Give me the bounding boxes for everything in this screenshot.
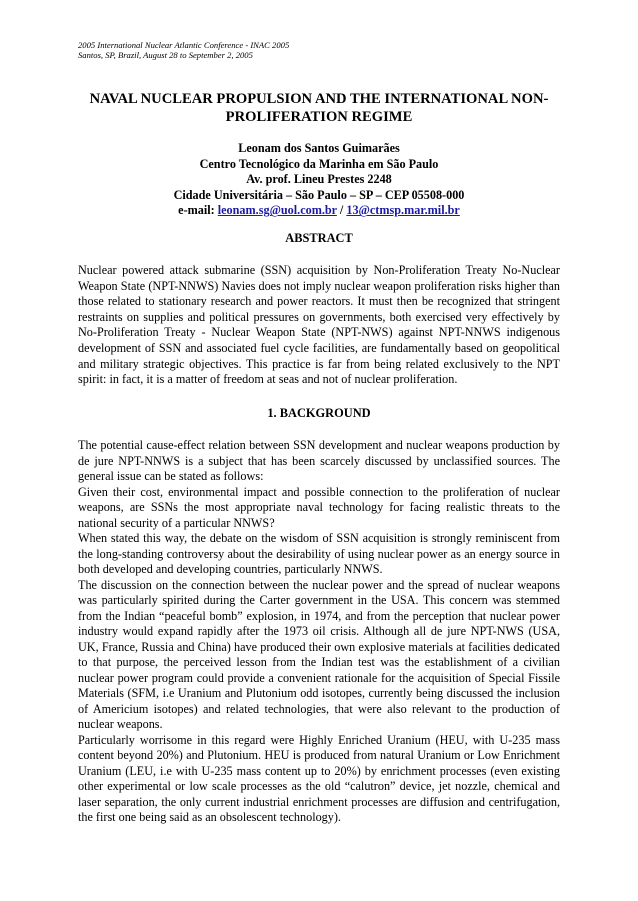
email-link-1[interactable]: leonam.sg@uol.com.br	[217, 203, 337, 218]
author-city: Cidade Universitária – São Paulo – SP – CEP 05508-000	[173, 187, 465, 202]
abstract-heading: ABSTRACT	[285, 231, 353, 245]
paragraph: Given their cost, environmental impact and possible connection to the proliferation of nuclear weapons, are SSNs the most appropriate naval technology for facing realistic threats to the national security of a particular NNWS?	[78, 484, 560, 530]
author-affiliation: Centro Tecnológico da Marinha em São Paulo	[199, 156, 439, 171]
email-separator: /	[339, 203, 344, 218]
title-line-1: NAVAL NUCLEAR PROPULSION AND THE INTERNATIONAL NON-	[89, 91, 549, 107]
paragraph: The discussion on the connection between the nuclear power and the spread of nuclear weapons was particularly spirited during the Carter government in the USA. This concern was stemmed from the Indian “peaceful bomb” explosion, in 1974, and from the perception that nuclear power industry would expand rapidly after the 1973 oil crisis. Although all de jure NPT-NWS (USA, UK, France, Russia and China) have produced their own explosive materials at facilities dedicated to that purpose, the perceived lesson from the Indian test was the establishment of a civilian nuclear power program could provide a convenient rationale for the acquisition of Special Fissile Materials (SFM, i.e Uranium and Plutonium odd isotopes, currently being discussed the inclusion of Americium isotopes) and related technologies, that were also relevant to the production of nuclear weapons.	[78, 577, 560, 731]
paper-title	[60, 90, 578, 126]
section-heading-background: 1. BACKGROUND	[267, 406, 371, 420]
author-address: Av. prof. Lineu Prestes 2248	[246, 172, 392, 187]
paragraph: The potential cause-effect relation between SSN development and nuclear weapons production by de jure NPT-NNWS is a subject that has been scarcely discussed by unclassified sources. The general issue can be stated as follows:	[78, 438, 560, 483]
conference-location: Santos, SP, Brazil, August 28 to September 2, 2005	[78, 50, 253, 60]
abstract-body	[78, 263, 560, 388]
background-body	[78, 438, 560, 826]
paragraph: Particularly worrisome in this regard were Highly Enriched Uranium (HEU, with U-235 mass content beyond 20%) and Plutonium. HEU is produced from natural Uranium or Low Enrichment Uranium (LEU, i.e with U-235 mass content up to 20%) by enrichment processes (even existing other experimental or low scale processes as the old “calutron” device, jet nozzle, chemical and laser separation, the only current industrial enrichment processes are diffusion and centrifugation, the first one being said as an obsolescent technology).	[78, 732, 560, 824]
conference-name: 2005 International Nuclear Atlantic Conference - INAC 2005	[78, 40, 290, 50]
abstract-text: Nuclear powered attack submarine (SSN) acquisition by Non-Proliferation Treaty No-Nuclear Weapon State (NPT-NNWS) Navies does not imply nuclear weapon proliferation risks higher than those related to stationary research and power reactors. It must then be recognized that stringent restraints on supplies and political pressures on governments, both exercised very effectively by No-Proliferation Treaty - Nuclear Weapon State (NPT-NWS) against NPT-NNWS indigenous development of SSN and associated fuel cycle facilities, are fundamentally based on geopolitical and military strategic objectives. This practice is far from being related exclusively to the NPT spirit: in fact, it is a matter of freedom at seas and not of nuclear proliferation.	[78, 263, 560, 387]
conference-header	[78, 40, 289, 60]
author-name: Leonam dos Santos Guimarães	[238, 141, 400, 155]
email-label: e-mail:	[178, 203, 215, 218]
email-link-2[interactable]: 13@ctmsp.mar.mil.br	[346, 203, 460, 218]
paragraph: When stated this way, the debate on the wisdom of SSN acquisition is strongly reminiscent from the long-standing controversy about the desirability of using nuclear power as an energy source in both developed and developing countries, particularly NNWS.	[78, 531, 560, 576]
author-block	[60, 141, 578, 219]
title-line-2: PROLIFERATION REGIME	[225, 109, 413, 125]
author-email-line	[60, 203, 578, 219]
